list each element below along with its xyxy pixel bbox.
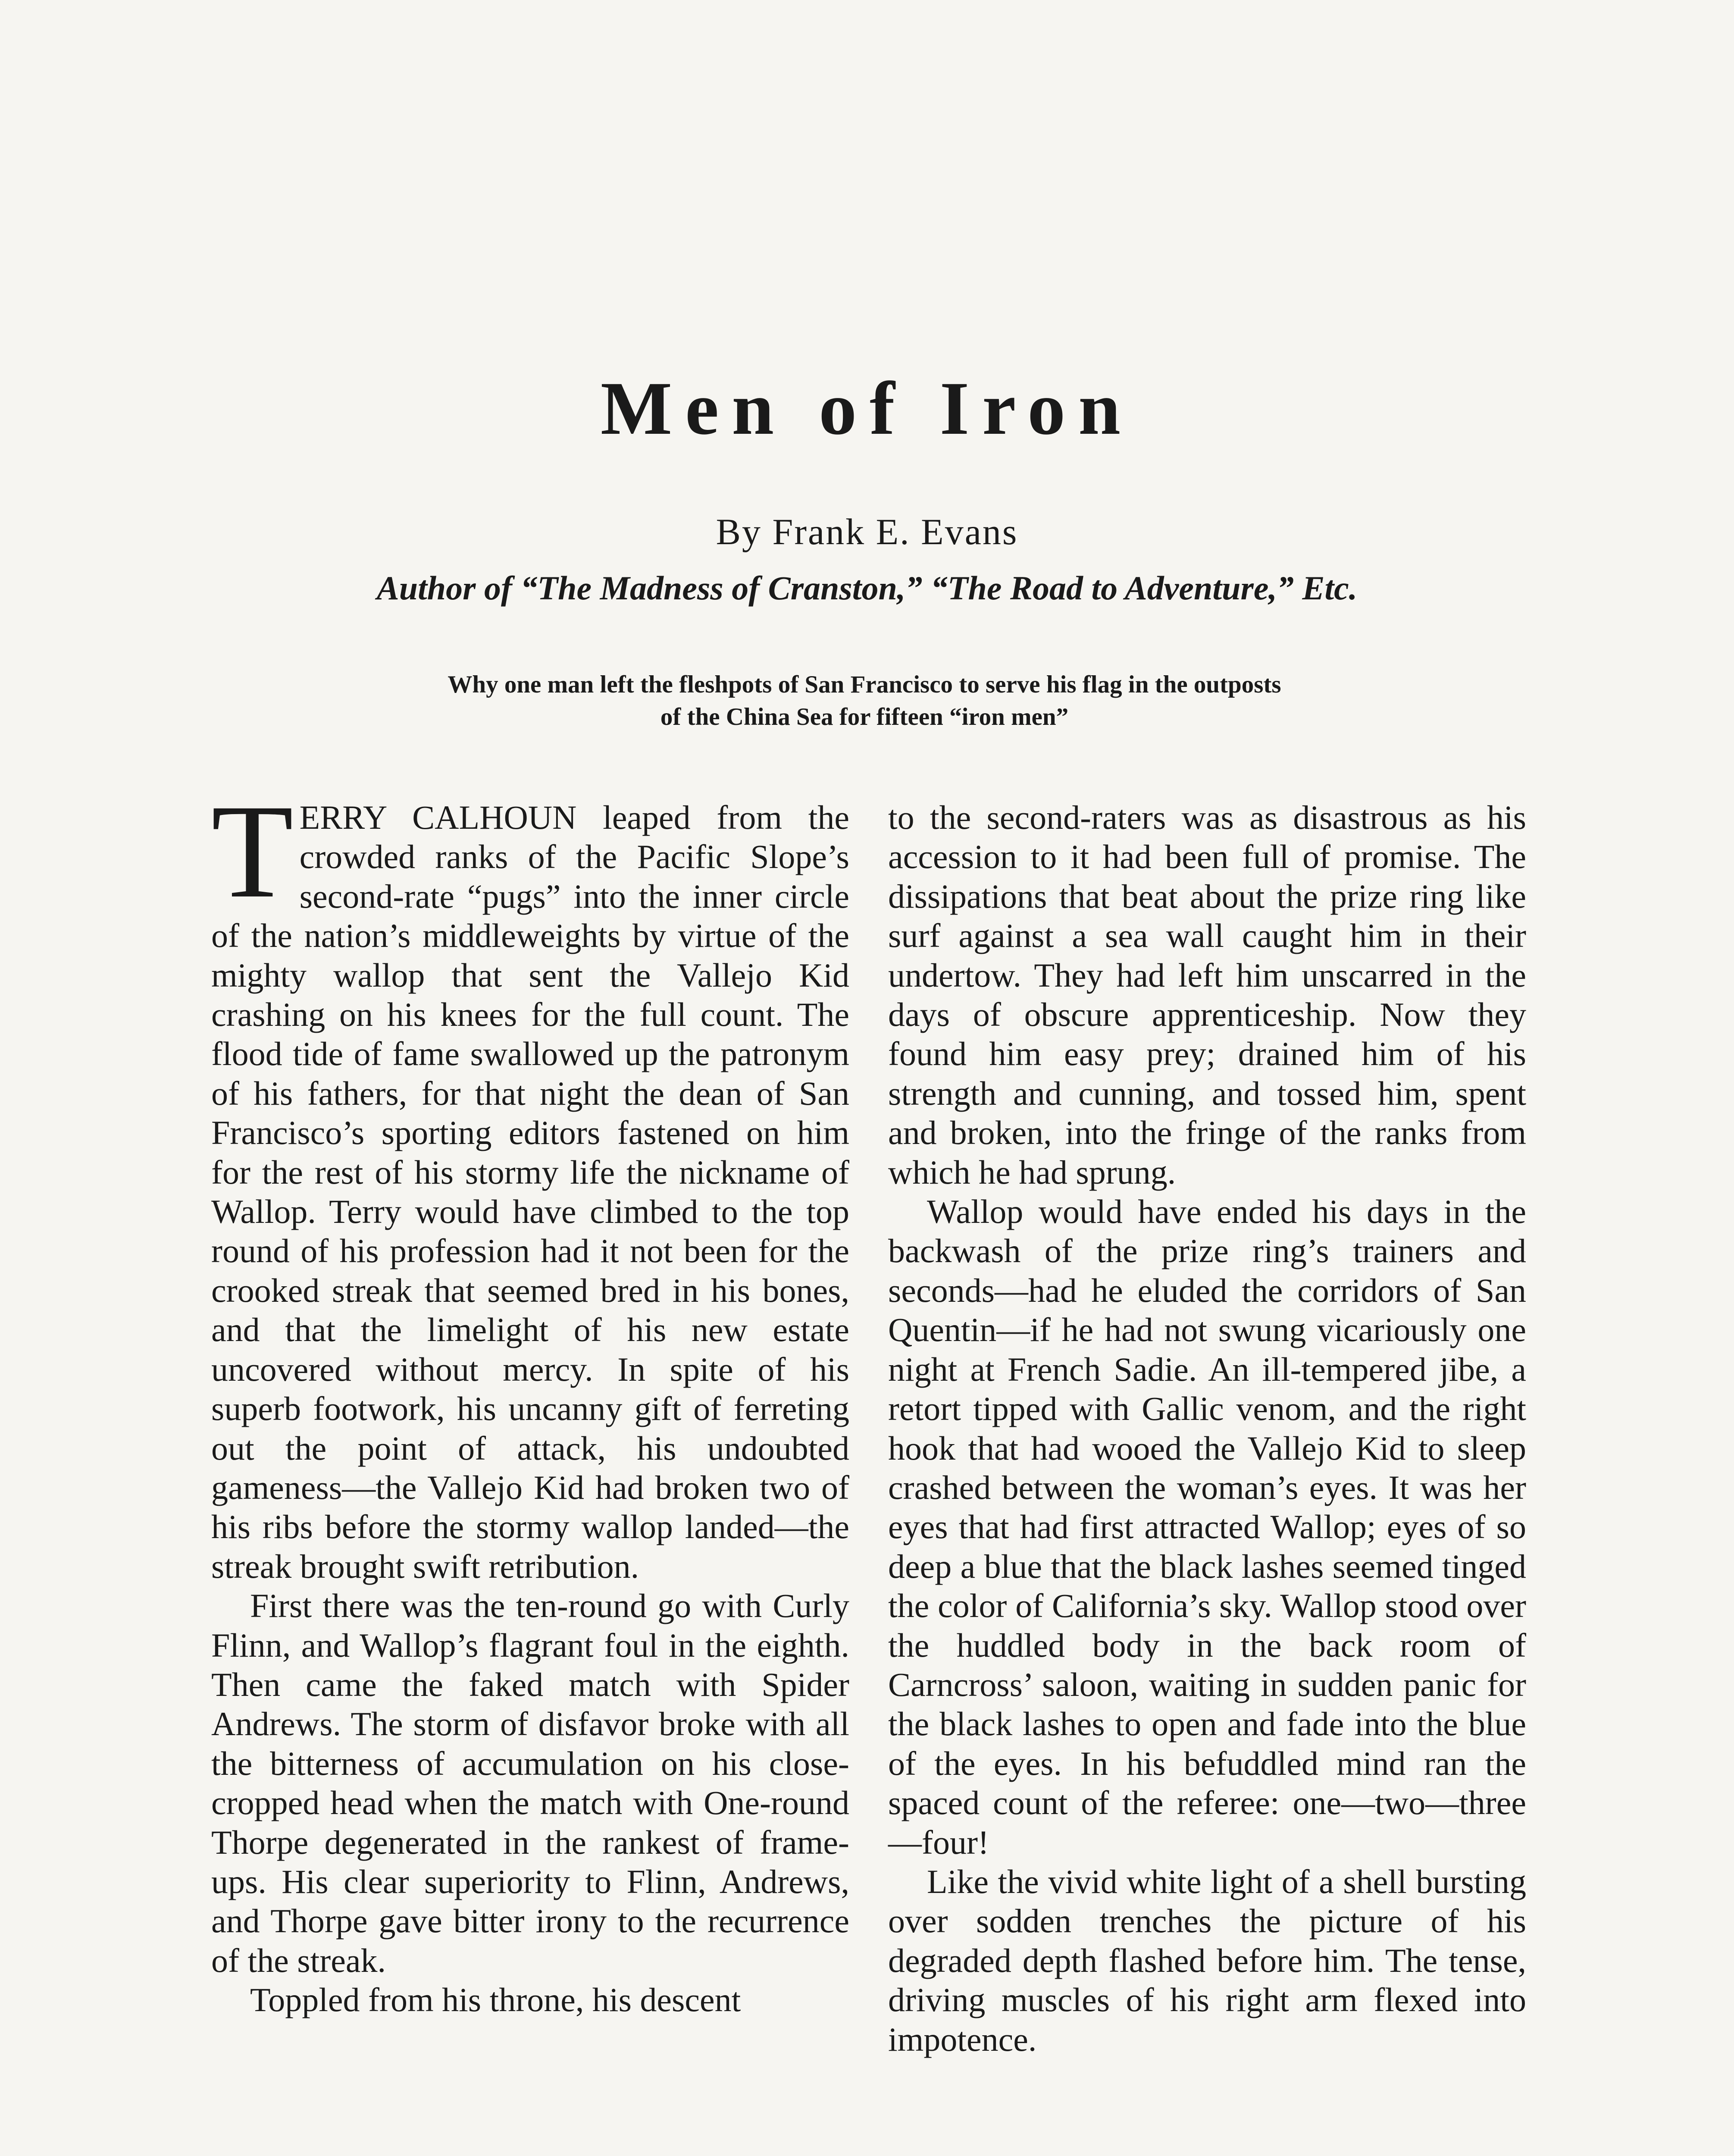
paragraph: [211, 777, 849, 1586]
byline: By Frank E. Evans: [716, 511, 1018, 552]
right-column: [888, 798, 1526, 2156]
paragraph-text: ERRY CALHOUN leaped from the crowded ranks of the Pacific Slope’s second-rate “pugs” into the inner circle of the nation’s middleweights by virtue of the mighty wallop that sent the Vallejo Kid crashing on his knees for the full count. The flood tide of fame swallowed up the patronym of his fathers, for that night the dean of San Francisco’s sporting editors fastened on him for the rest of his stormy life the nickname of Wallop. Terry would have climbed to the top round of his profession had it not been for the crooked streak that seemed bred in his bones, and that the limelight of his new estate uncovered without mercy. In spite of his superb footwork, his uncanny gift of ferreting out the point of attack, his undoubted gameness—the Vallejo Kid had broken two of his ribs before the stormy wallop landed—the streak brought swift retribution.: [211, 799, 849, 1585]
paragraph: First there was the ten-round go with Curly Flinn, and Wallop’s flagrant foul in the eighth. Then came the faked match with Spider Andrews. The storm of disfavor broke with all the bitterness of accumulation on his close-cropped head when the match with One-round Thorpe degenerated in the rankest of frame-ups. His clear superiority to Flinn, Andrews, and Thorpe gave bitter irony to the recurrence of the streak.: [211, 1587, 849, 1979]
paragraph: Wallop would have ended his days in the backwash of the prize ring’s trainers and seconds—had he eluded the corridors of San Quentin—if he had not swung vicariously one night at French Sadie. An ill-tempered jibe, a retort tipped with Gallic venom, and the right hook that had wooed the Vallejo Kid to sleep crashed between the woman’s eyes. It was her eyes that had first attracted Wallop; eyes of so deep a blue that the black lashes seemed tinged the color of California’s sky. Wallop stood over the huddled body in the back room of Carncross’ saloon, waiting in sudden panic for the black lashes to open and fade into the blue of the eyes. In his befuddled mind ran the spaced count of the referee: one—two—three—four!: [888, 1193, 1526, 1861]
paragraph: to the second-raters was as disastrous as his accession to it had been full of promise. The dissipations that beat about the prize ring like surf against a sea wall caught him in their undertow. They had left him unscarred in the days of obscure apprenticeship. Now they found him easy prey; drained him of his strength and cunning, and tossed him, spent and broken, into the fringe of the ranks from which he had sprung.: [888, 799, 1526, 1191]
paragraph: Toppled from his throne, his descent: [250, 1981, 741, 2019]
drop-cap: T: [211, 777, 294, 926]
story-blurb: Why one man left the fleshpots of San Francisco to serve his flag in the outposts of the China Sea for fifteen “iron men”: [448, 671, 1281, 731]
left-column: [211, 777, 849, 2156]
author-credits: Author of “The Madness of Cranston,” “The Road to Adventure,” Etc.: [376, 569, 1358, 607]
paragraph: Like the vivid white light of a shell bursting over sodden trenches the picture of his degraded depth flashed before him. The tense, driving muscles of his right arm flexed into impotence.: [888, 1862, 1526, 2058]
story-title: Men of Iron: [600, 367, 1134, 451]
